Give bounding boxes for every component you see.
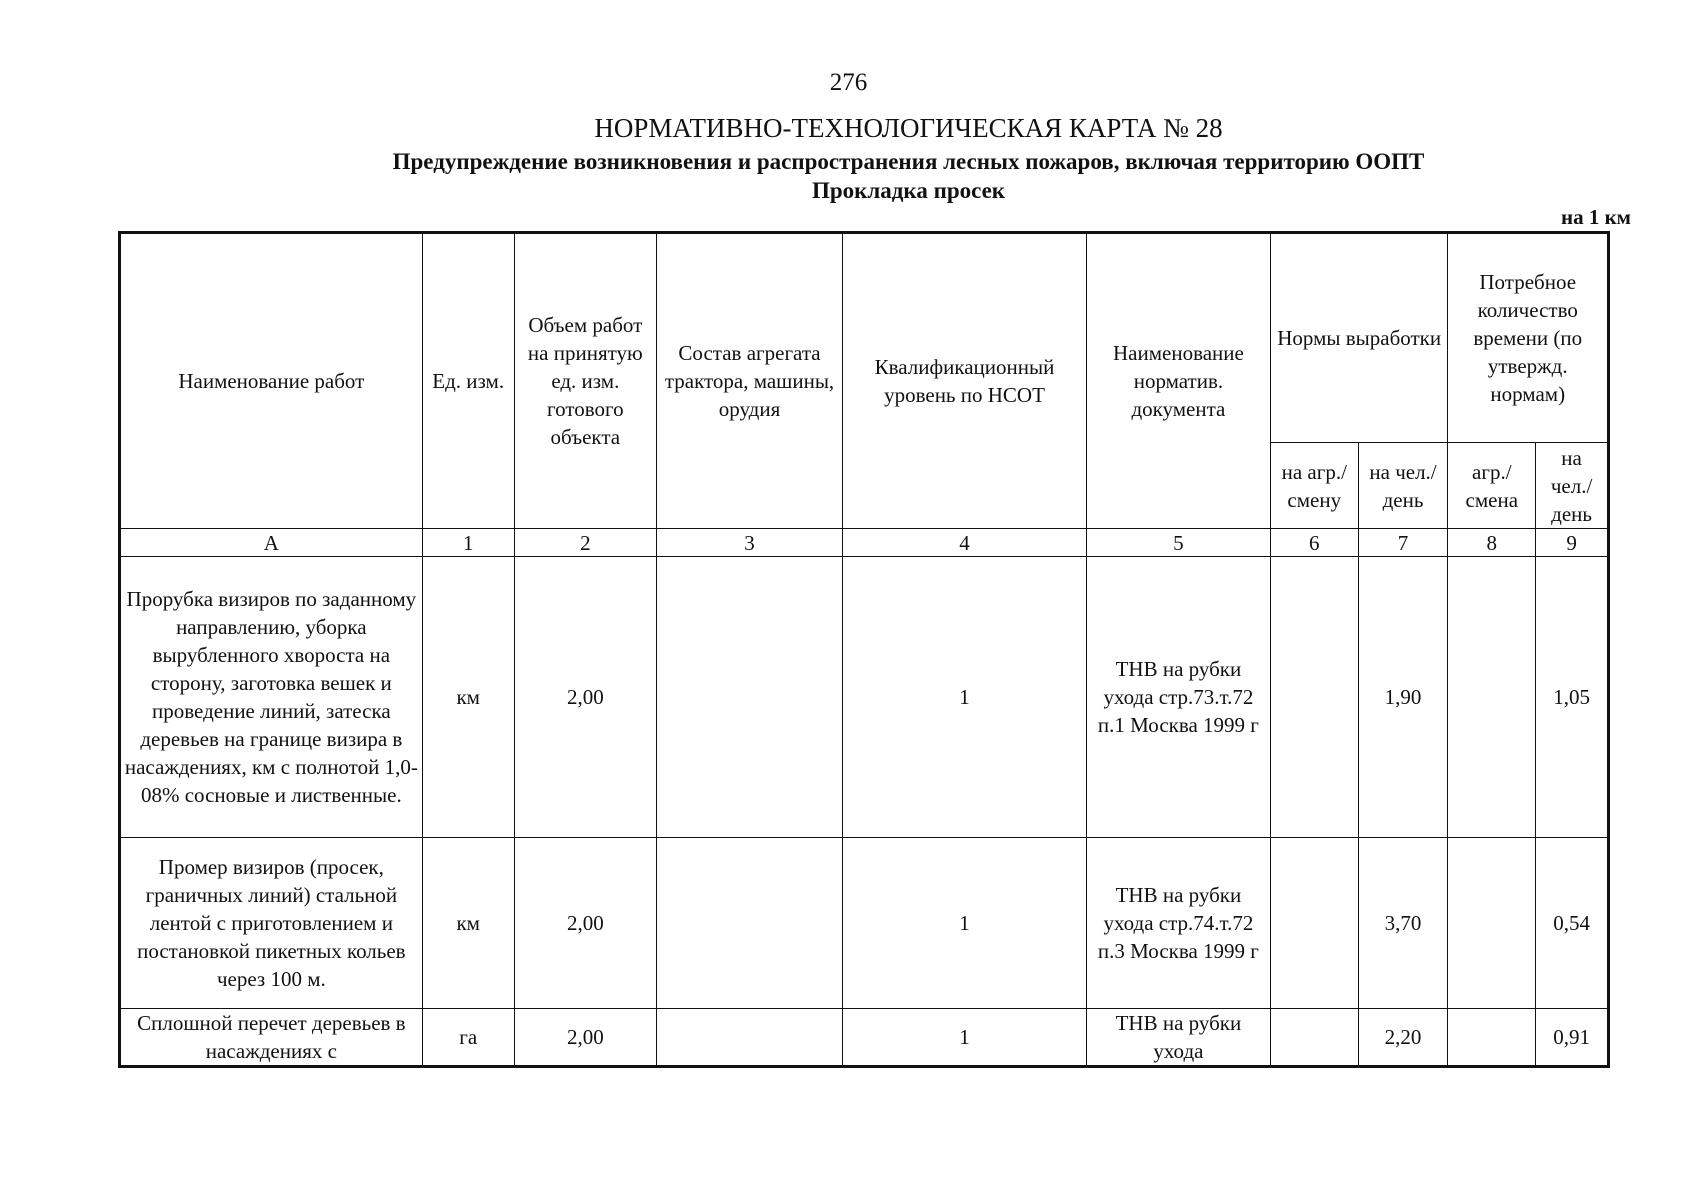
- header-name: Наименование работ: [120, 233, 423, 529]
- column-number: 8: [1448, 529, 1536, 557]
- unit-cell: га: [422, 1009, 514, 1067]
- header-qualification: Квалификационный уровень по НСОТ: [843, 233, 1087, 529]
- norm-agr-cell: [1270, 1009, 1358, 1067]
- header-unit: Ед. изм.: [422, 233, 514, 529]
- column-number: 6: [1270, 529, 1358, 557]
- qualification-cell: 1: [843, 838, 1087, 1009]
- column-number: 2: [514, 529, 656, 557]
- norm-man-cell: 3,70: [1358, 838, 1448, 1009]
- unit-cell: км: [422, 838, 514, 1009]
- document-section-title: Прокладка просек: [811, 178, 1006, 203]
- time-agr-cell: [1448, 557, 1536, 838]
- column-number-row: [120, 529, 1609, 557]
- norm-table: [118, 231, 1610, 1068]
- column-number: 7: [1358, 529, 1448, 557]
- work-name: Прорубка визиров по заданному направлению, уборка вырубленного хвороста на сторону, заготовка вешек и проведение линий, затеска деревьев на границе визира в насаждениях, км с полнотой 1,0-08% сосновые и лиственные.: [120, 557, 423, 838]
- qualification-cell: 1: [843, 557, 1087, 838]
- header-norms-man: на чел./ день: [1358, 443, 1448, 529]
- column-number: 9: [1536, 529, 1609, 557]
- volume-cell: 2,00: [514, 557, 656, 838]
- column-number: 1: [422, 529, 514, 557]
- header-norms-agr: на агр./ смену: [1270, 443, 1358, 529]
- column-number: 3: [656, 529, 842, 557]
- work-name: Сплошной перечет деревьев в насаждениях с: [120, 1009, 423, 1067]
- table-header-row: [120, 233, 1609, 443]
- page-number: 276: [829, 69, 868, 96]
- time-man-cell: 1,05: [1536, 557, 1609, 838]
- column-number: А: [120, 529, 423, 557]
- norm-agr-cell: [1270, 838, 1358, 1009]
- table-row: [120, 1009, 1609, 1067]
- header-aggregate: Состав агрегата трактора, машины, орудия: [656, 233, 842, 529]
- qualification-cell: 1: [843, 1009, 1087, 1067]
- time-agr-cell: [1448, 838, 1536, 1009]
- norm-agr-cell: [1270, 557, 1358, 838]
- document-title: НОРМАТИВНО-ТЕХНОЛОГИЧЕСКАЯ КАРТА № 28: [594, 113, 1223, 143]
- aggregate-cell: [656, 1009, 842, 1067]
- header-norms: Нормы выработки: [1270, 233, 1448, 443]
- document-cell: ТНВ на рубки ухода стр.73.т.72 п.1 Москва 1999 г: [1086, 557, 1270, 838]
- work-name: Промер визиров (просек, граничных линий) стальной лентой с приготовлением и постановкой пикетных кольев через 100 м.: [120, 838, 423, 1009]
- volume-cell: 2,00: [514, 838, 656, 1009]
- column-number: 5: [1086, 529, 1270, 557]
- header-time-man: на чел./ день: [1536, 443, 1609, 529]
- document-cell: ТНВ на рубки ухода стр.74.т.72 п.3 Москва 1999 г: [1086, 838, 1270, 1009]
- document-cell: ТНВ на рубки ухода: [1086, 1009, 1270, 1067]
- column-number: 4: [843, 529, 1087, 557]
- volume-cell: 2,00: [514, 1009, 656, 1067]
- header-time: Потребное количество времени (по утвержд. нормам): [1448, 233, 1609, 443]
- norm-man-cell: 2,20: [1358, 1009, 1448, 1067]
- norm-man-cell: 1,90: [1358, 557, 1448, 838]
- time-agr-cell: [1448, 1009, 1536, 1067]
- unit-cell: км: [422, 557, 514, 838]
- time-man-cell: 0,54: [1536, 838, 1609, 1009]
- header-volume: Объем работ на принятую ед. изм. готового объекта: [514, 233, 656, 529]
- table-row: [120, 557, 1609, 838]
- unit-note: на 1 км: [1560, 205, 1631, 229]
- header-document: Наименование норматив. документа: [1086, 233, 1270, 529]
- table-row: [120, 838, 1609, 1009]
- time-man-cell: 0,91: [1536, 1009, 1609, 1067]
- aggregate-cell: [656, 557, 842, 838]
- header-time-agr: агр./ смена: [1448, 443, 1536, 529]
- document-subtitle: Предупреждение возникновения и распространения лесных пожаров, включая территорию ООПТ: [392, 149, 1425, 174]
- aggregate-cell: [656, 838, 842, 1009]
